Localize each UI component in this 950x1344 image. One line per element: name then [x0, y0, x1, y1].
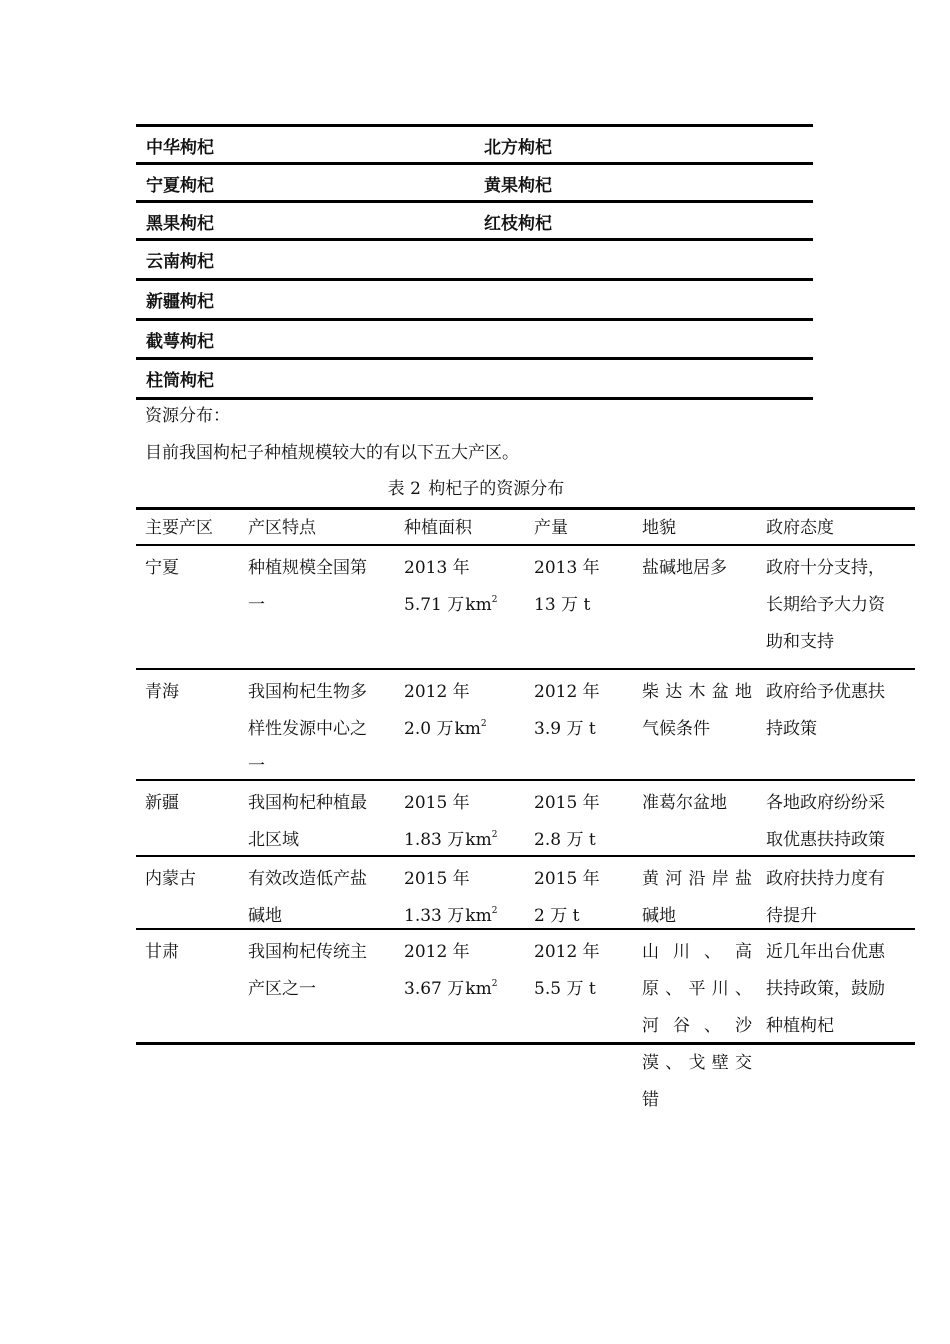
cell-line: 2015 年: [404, 793, 470, 813]
column-header: 主要产区: [145, 518, 213, 538]
area-unit: km: [465, 979, 492, 999]
cell-line: 2015 年: [534, 793, 600, 813]
area-value: 3.67 万: [404, 979, 465, 999]
cell-line: 2013 年: [404, 558, 470, 578]
table-caption: [0, 474, 950, 499]
column-header: 产区特点: [248, 518, 316, 538]
table-row: [136, 546, 915, 668]
cell-line: 5.5 万 t: [534, 979, 596, 999]
species-cell: 红枝枸杞: [484, 214, 552, 234]
area-unit: km: [465, 830, 492, 850]
table-caption-number: 表 2: [387, 479, 421, 499]
region-cell: [145, 861, 240, 898]
species-cell: 截萼枸杞: [146, 332, 214, 352]
cell-line: 产区之一: [248, 979, 316, 999]
cell-line: 2012 年: [534, 942, 600, 962]
cell-line: 政府给予优惠扶: [766, 682, 885, 702]
feature-cell: [248, 934, 393, 1008]
cell-line: 2015 年: [404, 869, 470, 889]
column-header: 种植面积: [404, 518, 472, 538]
species-cell: 北方枸杞: [484, 138, 552, 158]
cell-line: 山川、高: [642, 942, 752, 962]
cell-line: 13 万 t: [534, 595, 591, 615]
cell-line: 扶持政策，鼓励: [766, 979, 885, 999]
cell-line: 种植规模全国第: [248, 558, 367, 578]
table-caption-title: 枸杞子的资源分布: [428, 479, 565, 499]
area-cell: [404, 934, 529, 1008]
cell-line: 错: [642, 1090, 659, 1110]
cell-line: 青海: [145, 682, 179, 702]
cell-line: 河谷、沙: [642, 1016, 752, 1036]
area-unit-exponent: 2: [480, 719, 487, 729]
cell-line: 有效改造低产盐: [248, 869, 367, 889]
policy-cell: [766, 674, 911, 748]
species-cell: 黄果枸杞: [484, 176, 552, 196]
area-cell: [404, 861, 529, 935]
area-unit-exponent: 2: [491, 979, 498, 989]
cell-line: 原、平川、: [642, 979, 752, 999]
column-header: 产量: [534, 518, 568, 538]
area-cell: [404, 674, 529, 748]
species-cell: 中华枸杞: [146, 138, 214, 158]
cell-line: 3.9 万 t: [534, 719, 596, 739]
region-cell: [145, 674, 240, 711]
cell-line: 持政策: [766, 719, 817, 739]
species-cell: 宁夏枸杞: [146, 176, 214, 196]
cell-line: 甘肃: [145, 942, 179, 962]
area-unit-exponent: 2: [491, 595, 498, 605]
table-row: [136, 124, 813, 162]
distribution-table: [136, 507, 915, 1110]
section-heading: 资源分布：: [145, 406, 230, 426]
table-row: [136, 278, 813, 318]
cell-line: 碱地: [248, 906, 282, 926]
cell-line: 我国枸杞传统主: [248, 942, 367, 962]
area-value: 1.83 万: [404, 830, 465, 850]
cell-line: 长期给予大力资: [766, 595, 885, 615]
cell-line: 一: [248, 756, 265, 776]
cell-line: 样性发源中心之: [248, 719, 367, 739]
table-row: [136, 318, 813, 357]
area-unit: km: [465, 906, 492, 926]
species-cell: 新疆枸杞: [146, 292, 214, 312]
cell-line: [404, 587, 529, 624]
cell-line: 2.8 万 t: [534, 830, 596, 850]
cell-line: 内蒙古: [145, 869, 196, 889]
table-row: [136, 200, 813, 238]
cell-line: 2015 年: [534, 869, 600, 889]
area-cell: [404, 550, 529, 624]
cell-line: 宁夏: [145, 558, 179, 578]
area-unit: km: [465, 595, 492, 615]
yield-cell: [534, 674, 634, 748]
intro-paragraph: 目前我国枸杞子种植规模较大的有以下五大产区。: [145, 443, 519, 463]
cell-line: 盐碱地居多: [642, 558, 727, 578]
cell-line: 黄河沿岸盐: [642, 869, 752, 889]
cell-line: 各地政府纷纷采: [766, 793, 885, 813]
feature-cell: [248, 785, 393, 859]
cell-line: 我国枸杞种植最: [248, 793, 367, 813]
table-row: [136, 357, 813, 400]
yield-cell: [534, 785, 634, 859]
cell-line: 政府扶持力度有: [766, 869, 885, 889]
species-cell: 黑果枸杞: [146, 214, 214, 234]
policy-cell: [766, 934, 911, 1045]
cell-line: 政府十分支持，: [766, 558, 885, 578]
area-value: 1.33 万: [404, 906, 465, 926]
area-cell: [404, 785, 529, 859]
landform-cell: [642, 674, 752, 748]
cell-line: 北区域: [248, 830, 299, 850]
yield-cell: [534, 934, 634, 1008]
region-cell: [145, 785, 240, 822]
area-unit-exponent: 2: [491, 906, 498, 916]
cell-line: 种植枸杞: [766, 1016, 834, 1036]
region-cell: [145, 934, 240, 971]
policy-cell: [766, 785, 911, 859]
table-row: [136, 238, 813, 278]
cell-line: 2012 年: [404, 942, 470, 962]
column-header: 地貌: [642, 518, 676, 538]
table-row: [136, 928, 915, 1110]
species-table: [136, 124, 813, 400]
landform-cell: [642, 785, 752, 822]
cell-line: [404, 971, 529, 1008]
cell-line: 近几年出台优惠: [766, 942, 885, 962]
landform-cell: [642, 861, 752, 935]
area-value: 5.71 万: [404, 595, 465, 615]
policy-cell: [766, 861, 911, 935]
cell-line: [404, 711, 529, 748]
species-cell: 云南枸杞: [146, 252, 214, 272]
cell-line: [404, 822, 529, 859]
yield-cell: [534, 550, 634, 624]
area-unit-exponent: 2: [491, 830, 498, 840]
feature-cell: [248, 550, 393, 624]
cell-line: 新疆: [145, 793, 179, 813]
column-header: 政府态度: [766, 518, 834, 538]
table-row: [136, 668, 915, 779]
landform-cell: [642, 550, 752, 587]
feature-cell: [248, 861, 393, 935]
cell-line: 2013 年: [534, 558, 600, 578]
region-cell: [145, 550, 240, 587]
cell-line: 一: [248, 595, 265, 615]
cell-line: 气候条件: [642, 719, 710, 739]
area-unit: km: [454, 719, 481, 739]
cell-line: 我国枸杞生物多: [248, 682, 367, 702]
yield-cell: [534, 861, 634, 935]
landform-cell: [642, 934, 752, 1119]
cell-line: 助和支持: [766, 632, 834, 652]
species-cell: 柱筒枸杞: [146, 371, 214, 391]
feature-cell: [248, 674, 393, 785]
area-value: 2.0 万: [404, 719, 454, 739]
cell-line: 2 万 t: [534, 906, 580, 926]
table-header-row: [136, 507, 915, 546]
distribution-table-body: [136, 546, 915, 1110]
cell-line: 漠、戈壁交: [642, 1053, 752, 1073]
cell-line: 柴达木盆地: [642, 682, 752, 702]
table-row: [136, 779, 915, 855]
cell-line: 2012 年: [534, 682, 600, 702]
table-row: [136, 855, 915, 928]
cell-line: 碱地: [642, 906, 676, 926]
cell-line: 准葛尔盆地: [642, 793, 727, 813]
table-row: [136, 162, 813, 200]
cell-line: 2012 年: [404, 682, 470, 702]
cell-line: 取优惠扶持政策: [766, 830, 885, 850]
cell-line: 待提升: [766, 906, 817, 926]
policy-cell: [766, 550, 911, 661]
